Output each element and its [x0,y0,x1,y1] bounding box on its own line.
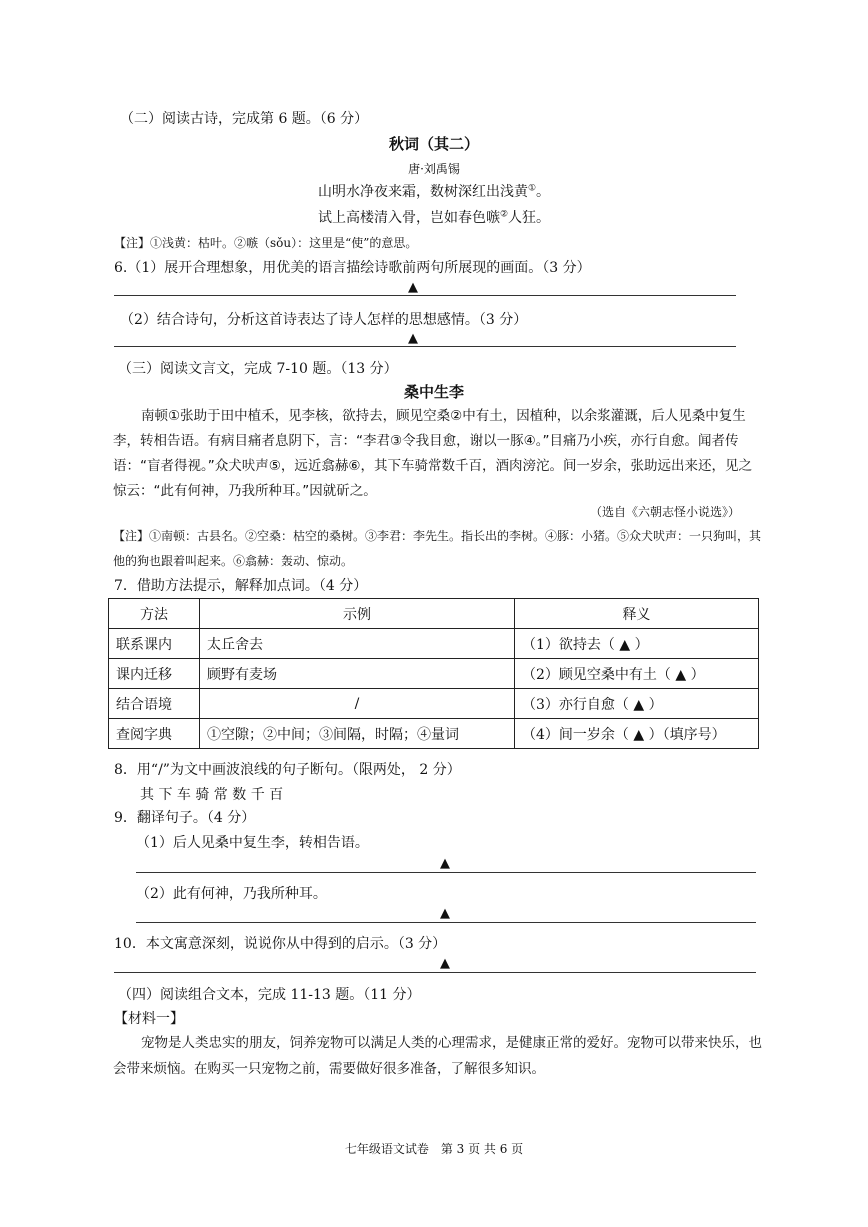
answer-line[interactable] [114,346,736,347]
table-cell: 查阅字典 [109,719,200,749]
table-row [109,719,759,749]
table-cell[interactable]: （3）亦行自愈（ ▲ ） [515,689,759,719]
page-footer: 七年级语文试卷 第 3 页 共 6 页 [344,1142,524,1156]
question-9-2: （2）此有何神，乃我所种耳。 [136,886,327,902]
poem-author: 唐·刘禹锡 [408,162,460,176]
material1-label: 【材料一】 [114,1011,184,1027]
vocab-table [108,598,759,749]
answer-marker: ▲ [440,906,450,921]
poem-title: 秋词（其二） [388,135,479,153]
table-header-row [109,599,759,629]
section4-heading: （四）阅读组合文本，完成 11-13 题。（11 分） [118,987,421,1003]
section2-heading: （二）阅读古诗，完成第 6 题。（6 分） [120,111,369,127]
answer-line[interactable] [136,922,756,923]
question-10: 10．本文寓意深刻，说说你从中得到的启示。（3 分） [114,936,447,952]
poem-line-2: 试上高楼清入骨，岂如春色嗾②人狂。 [317,209,551,226]
table-header: 释义 [515,599,759,629]
table-cell: ①空隙；②中间；③间隔，时隔；④量词 [200,719,515,749]
answer-marker: ▲ [408,280,418,295]
question-8: 8．用“/”为文中画波浪线的句子断句。（限两处， 2 分） [114,762,461,778]
answer-marker: ▲ [408,331,418,346]
table-cell: 联系课内 [109,629,200,659]
answer-line[interactable] [136,872,756,873]
question-8-sentence[interactable]: 其 下 车 骑 常 数 千 百 [140,787,284,803]
table-cell: 太丘舍去 [200,629,515,659]
question-6-1: 6.（1）展开合理想象，用优美的语言描绘诗歌前两句所展现的画面。（3 分） [114,260,591,276]
table-header: 方法 [109,599,200,629]
question-9-1: （1）后人见桑中复生李，转相告语。 [136,835,369,851]
poem-note: 【注】①浅黄：枯叶。②嗾（sǒu）：这里是“使”的意思。 [114,236,418,250]
passage-text: 南顿①张助于田中植禾，见李核，欲持去，顾见空桑②中有土，因植种，以余浆灌溉，后人见桑中复生李，转相告语。有病目痛者息阴下，言：“李君③令我目愈，谢以一豚④。”目痛乃小疾，亦行自愈。闻者传语：“盲者得视。”众犬吠声⑤，远近翕赫⑥，其下车骑常数千百，酒肉滂沱。间一岁余，张助远出来还，见之惊云：“此有何神，乃我所种耳。”因就斫之。 [113,408,752,499]
table-cell[interactable]: （1）欲持去（ ▲ ） [515,629,759,659]
table-row [109,629,759,659]
passage-note: 【注】①南顿：古县名。②空桑：枯空的桑树。③李君：李先生。指长出的李树。④豚：小猪。⑤众犬吠声：一只狗叫，其他的狗也跟着叫起来。⑥翕赫：轰动、惊动。 [113,529,762,568]
question-7: 7．借助方法提示，解释加点词。（4 分） [114,578,368,594]
question-6-2: （2）结合诗句，分析这首诗表达了诗人怎样的思想感情。（3 分） [120,312,528,328]
answer-line[interactable] [114,295,736,296]
passage-title: 桑中生李 [403,383,464,401]
material1-text: 宠物是人类忠实的朋友，饲养宠物可以满足人类的心理需求，是健康正常的爱好。宠物可以带来快乐，也会带来烦恼。在购买一只宠物之前，需要做好很多准备，了解很多知识。 [113,1035,762,1077]
table-cell: / [200,689,515,719]
table-row [109,659,759,689]
answer-marker: ▲ [440,956,450,971]
table-cell[interactable]: （4）间一岁余（ ▲ ）（填序号） [515,719,759,749]
table-cell: 结合语境 [109,689,200,719]
table-row [109,689,759,719]
answer-line[interactable] [114,972,756,973]
question-9: 9．翻译句子。（4 分） [114,810,256,826]
table-cell[interactable]: （2）顾见空桑中有土（ ▲ ） [515,659,759,689]
table-header: 示例 [200,599,515,629]
section3-heading: （三）阅读文言文，完成 7-10 题。（13 分） [118,361,398,377]
passage-source: （选自《六朝志怪小说选》） [590,505,741,519]
table-cell: 课内迁移 [109,659,200,689]
table-cell: 顾野有麦场 [200,659,515,689]
answer-marker: ▲ [440,856,450,871]
poem-line-1: 山明水净夜来霜，数树深红出浅黄①。 [317,183,551,200]
